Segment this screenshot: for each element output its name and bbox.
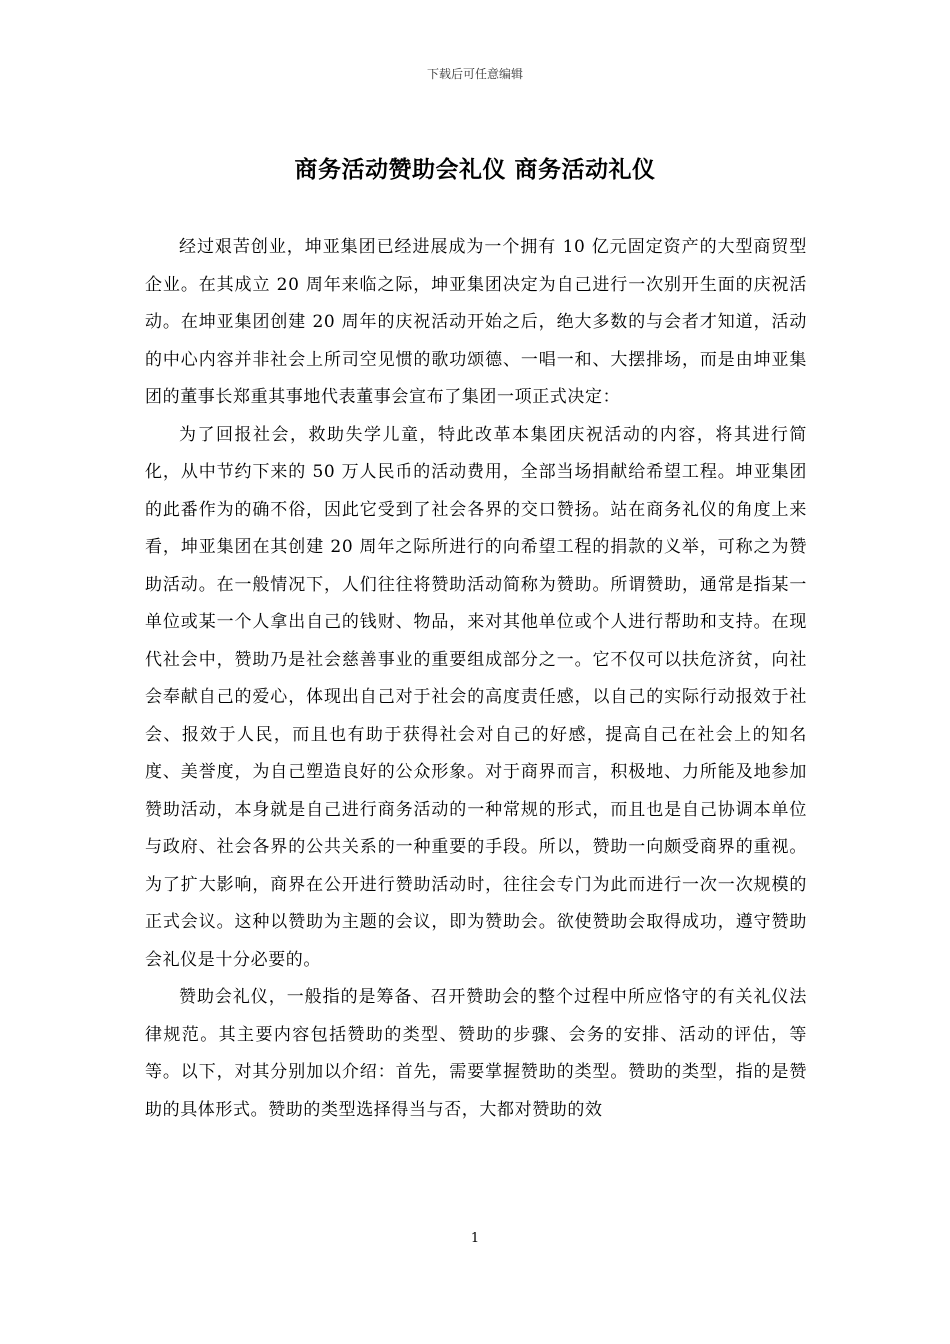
document-title: 商务活动赞助会礼仪 商务活动礼仪 bbox=[294, 156, 656, 183]
page-number: 1 bbox=[470, 1231, 480, 1246]
paragraph-2: 为了回报社会，救助失学儿童，特此改革本集团庆祝活动的内容，将其进行简化，从中节约下来的 50 万人民币的活动费用，全部当场捐献给希望工程。坤亚集团的此番作为的确不俗，因此它受到了社会各界的交口赞扬。站在商务礼仪的角度上来看，坤亚集团在其创建 20 周年之际所进行的向希望工程的捐款的义举，可称之为赞助活动。在一般情况下，人们往往将赞助活动简称为赞助。所谓赞助，通常是指某一单位或某一个人拿出自己的钱财、物品，来对其他单位或个人进行帮助和支持。在现代社会中，赞助乃是社会慈善事业的重要组成部分之一。它不仅可以扶危济贫，向社会奉献自己的爱心，体现出自己对于社会的高度责任感，以自己的实际行动报效于社会、报效于人民，而且也有助于获得社会对自己的好感，提高自己在社会上的知名度、美誉度，为自己塑造良好的公众形象。对于商界而言，积极地、力所能及地参加赞助活动，本身就是自己进行商务活动的一种常规的形式，而且也是自己协调本单位与政府、社会各界的公共关系的一种重要的手段。所以，赞助一向颇受商界的重视。为了扩大影响，商界在公开进行赞助活动时，往往会专门为此而进行一次一次规模的正式会议。这种以赞助为主题的会议，即为赞助会。欲使赞助会取得成功，遵守赞助会礼仪是十分必要的。 bbox=[145, 424, 807, 970]
paragraph-1: 经过艰苦创业，坤亚集团已经进展成为一个拥有 10 亿元固定资产的大型商贸型企业。在其成立 20 周年来临之际，坤亚集团决定为自己进行一次别开生面的庆祝活动。在坤亚集团创建 20 周年的庆祝活动开始之后，绝大多数的与会者才知道，活动的中心内容并非社会上所司空见惯的歌功颂德、一唱一和、大摆排场，而是由坤亚集团的董事长郑重其事地代表董事会宣布了集团一项正式决定： bbox=[145, 237, 807, 407]
document-body bbox=[145, 229, 807, 1129]
paragraph-3: 赞助会礼仪，一般指的是筹备、召开赞助会的整个过程中所应恪守的有关礼仪法律规范。其主要内容包括赞助的类型、赞助的步骤、会务的安排、活动的评估，等等。以下，对其分别加以介绍：首先，需要掌握赞助的类型。赞助的类型，指的是赞助的具体形式。赞助的类型选择得当与否，大都对赞助的效 bbox=[145, 987, 807, 1120]
page-header-note: 下载后可任意编辑 bbox=[426, 67, 523, 81]
